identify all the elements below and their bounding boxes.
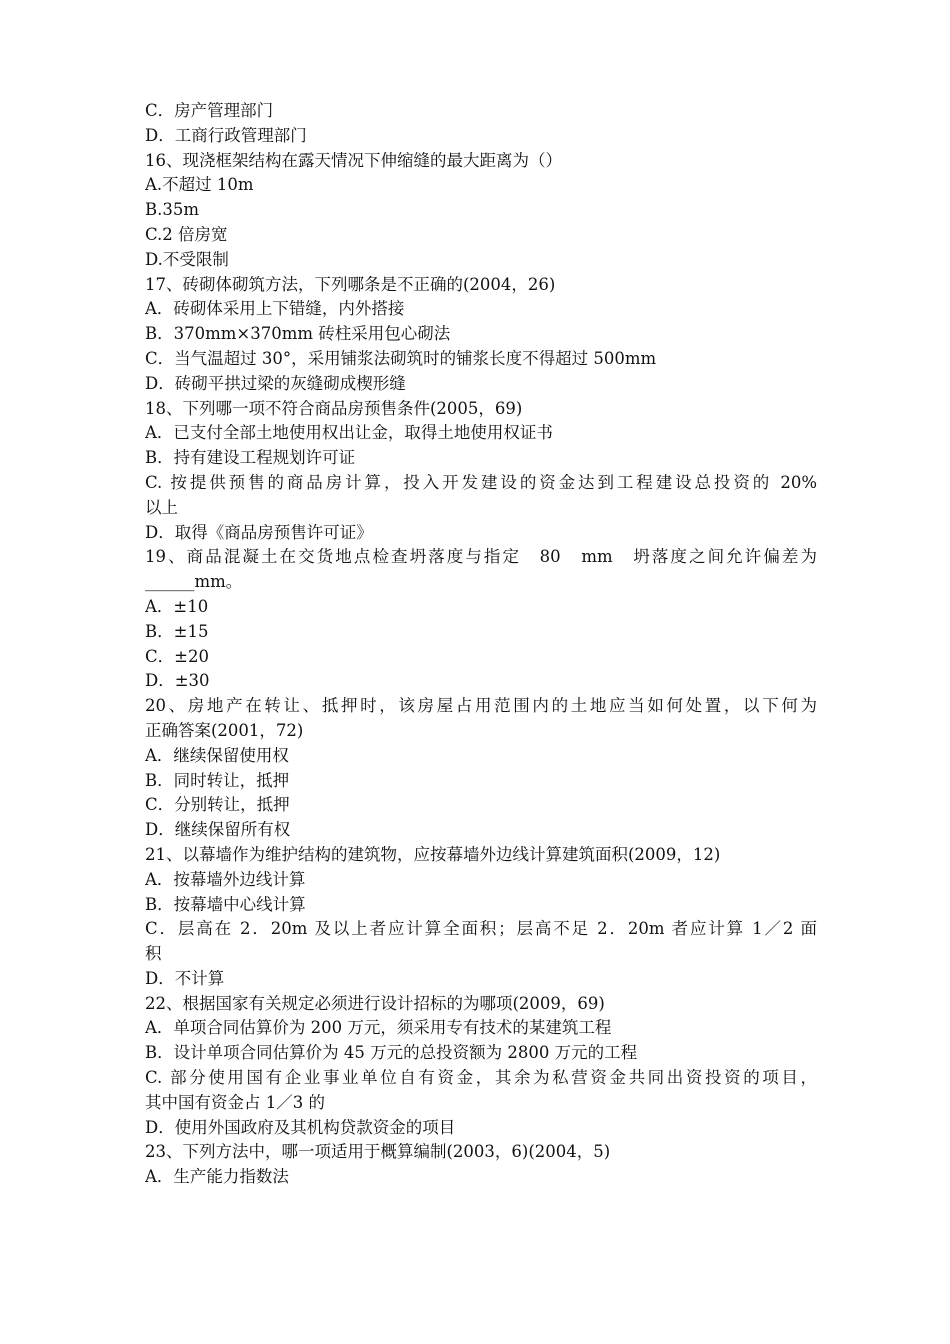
option-line: C. 按提供预售的商品房计算，投入开发建设的资金达到工程建设总投资的 20% <box>145 472 817 492</box>
option-line: D．继续保留所有权 <box>145 820 291 840</box>
option-line-continued: 积 <box>145 944 162 964</box>
option-line-continued: 以上 <box>145 497 178 517</box>
question-16: 16、现浇框架结构在露天情况下伸缩缝的最大距离为（） <box>145 150 562 170</box>
option-line: A．±10 <box>145 596 209 616</box>
question-19: 19、商品混凝土在交货地点检查坍落度与指定 80 mm 坍落度之间允许偏差为 <box>145 547 817 567</box>
question-19-continued: ______mm。 <box>145 572 243 592</box>
option-line: C．±20 <box>145 646 209 666</box>
option-line: D．±30 <box>145 671 210 691</box>
option-line: B.35m <box>145 200 200 220</box>
option-line: B．370mm×370mm 砖柱采用包心砌法 <box>145 324 451 344</box>
text-line: D．工商行政管理部门 <box>145 125 307 145</box>
option-line: A．生产能力指数法 <box>145 1167 289 1187</box>
question-17: 17、砖砌体砌筑方法，下列哪条是不正确的(2004，26) <box>145 274 556 294</box>
option-line: A．单项合同估算价为 200 万元，须采用专有技术的某建筑工程 <box>145 1018 612 1038</box>
option-line: A．砖砌体采用上下错缝，内外搭接 <box>145 299 405 319</box>
question-23: 23、下列方法中，哪一项适用于概算编制(2003，6)(2004，5) <box>145 1142 611 1162</box>
option-line: D．不计算 <box>145 968 225 988</box>
option-line: A．按幕墙外边线计算 <box>145 869 306 889</box>
question-22: 22、根据国家有关规定必须进行设计招标的为哪项(2009，69) <box>145 993 605 1013</box>
option-line: B．持有建设工程规划许可证 <box>145 448 356 468</box>
question-18: 18、下列哪一项不符合商品房预售条件(2005，69) <box>145 398 523 418</box>
option-line: A．已支付全部土地使用权出让金，取得土地使用权证书 <box>145 423 553 443</box>
text-line: C．房产管理部门 <box>145 101 274 120</box>
option-line: C. 部分使用国有企业事业单位自有资金，其余为私营资金共同出资投资的项目， <box>145 1068 817 1088</box>
option-line: C．当气温超过 30°，采用铺浆法砌筑时的铺浆长度不得超过 500mm <box>145 348 657 368</box>
option-line: C．分别转让，抵押 <box>145 795 290 815</box>
option-line: D.不受限制 <box>145 249 229 269</box>
option-line: B．设计单项合同估算价为 45 万元的总投资额为 2800 万元的工程 <box>145 1043 638 1063</box>
option-line: B．±15 <box>145 621 209 641</box>
option-line: A．继续保留使用权 <box>145 745 289 765</box>
question-20-continued: 正确答案(2001，72) <box>145 720 304 740</box>
document-body <box>145 99 817 1190</box>
question-20: 20、房地产在转让、抵押时，该房屋占用范围内的土地应当如何处置，以下何为 <box>145 696 817 716</box>
option-line: D．使用外国政府及其机构贷款资金的项目 <box>145 1117 456 1137</box>
option-line: C．层高在 2．20m 及以上者应计算全面积；层高不足 2．20m 者应计算 1／2 面 <box>145 919 817 939</box>
option-line: B．按幕墙中心线计算 <box>145 894 306 914</box>
option-line: B．同时转让，抵押 <box>145 770 290 790</box>
option-line: A.不超过 10m <box>145 175 254 195</box>
option-line: D．取得《商品房预售许可证》 <box>145 522 373 542</box>
option-line: C.2 倍房宽 <box>145 224 228 244</box>
question-21: 21、以幕墙作为维护结构的建筑物，应按幕墙外边线计算建筑面积(2009，12) <box>145 844 721 864</box>
option-line: D．砖砌平拱过梁的灰缝砌成楔形缝 <box>145 373 406 393</box>
option-line-continued: 其中国有资金占 1／3 的 <box>145 1092 325 1112</box>
